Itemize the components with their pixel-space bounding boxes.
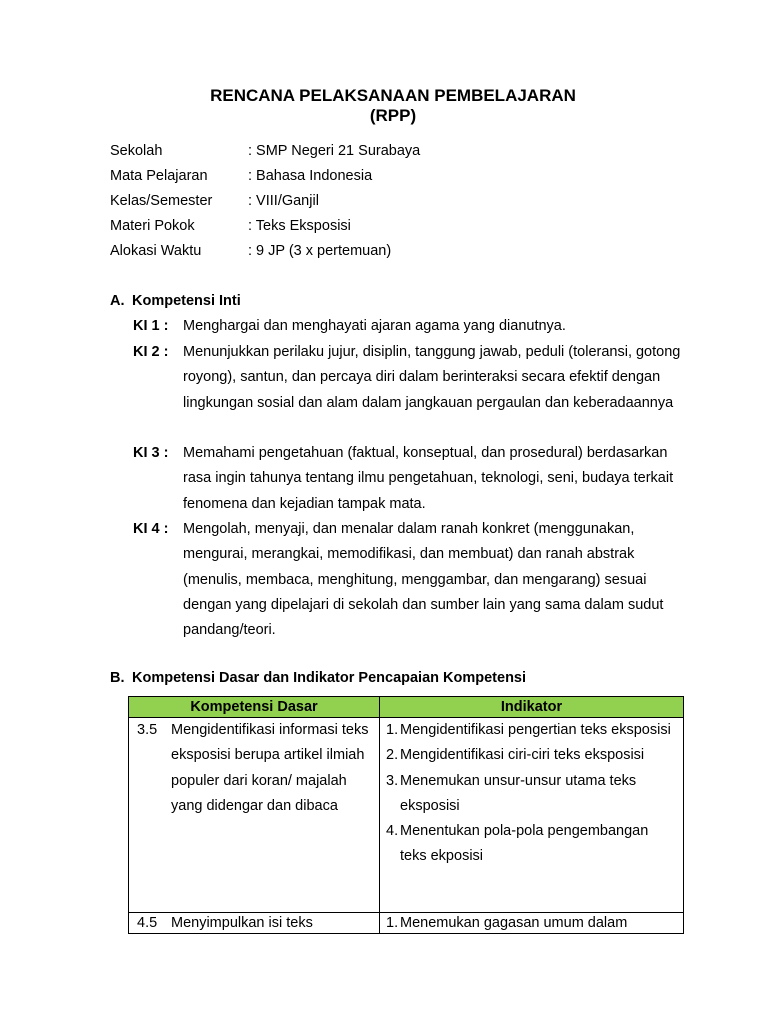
ki-text: Memahami pengetahuan (faktual, konseptual, dan prosedural) berdasarkan rasa ingin tahunya tentang ilmu pengetahuan, teknologi, seni, budaya terkait fenomena dan kejadian tampak mata. [183,445,674,512]
info-value: : Teks Eksposisi [248,218,351,234]
indicator-number: 3. [386,772,399,789]
indicator-number: 1. [386,915,399,931]
info-value: : VIII/Ganjil [248,193,319,209]
ki-label: KI 3 : [133,445,169,461]
section-a-heading [110,291,241,311]
list-item [380,743,683,768]
document-title: RENCANA PELAKSANAAN PEMBELAJARAN [210,86,576,105]
kd-text: Menyimpulkan isi teks [171,915,313,931]
ki-text: Menghargai dan menghayati ajaran agama yang dianutnya. [183,318,566,334]
info-label: Mata Pelajaran [110,168,208,184]
ki-text: Mengolah, menyaji, dan menalar dalam ranah konkret (menggunakan, mengurai, merangkai, memodifikasi, dan membuat) dan ranah abstrak (menulis, membaca, menghitung, menggambar, dan mengarang) sesuai dengan yang dipelajari di sekolah dan sumber lain yang sama dalam sudut pandang/teori. [183,521,664,639]
competency-table [128,696,684,934]
table-header-row [129,697,684,718]
info-value: : SMP Negeri 21 Surabaya [248,143,421,159]
info-label: Materi Pokok [110,218,195,234]
ki-label: KI 1 : [133,318,169,334]
indicator-text: Mengidentifikasi pengertian teks eksposisi [400,722,671,738]
info-label: Kelas/Semester [110,193,213,209]
kd-number: 4.5 [137,915,158,931]
indicator-number: 1. [386,722,399,738]
ki-label: KI 2 : [133,344,169,360]
indicator-text: Menentukan pola-pola pengembangan teks ekposisi [400,823,649,865]
indicator-text: Menemukan gagasan umum dalam [400,915,628,931]
info-value: : 9 JP (3 x pertemuan) [248,243,392,259]
kd-number: 3.5 [137,722,158,738]
indicator-cell [380,913,684,934]
list-item [380,913,683,933]
section-title: Kompetensi Inti [132,293,241,309]
info-label: Alokasi Waktu [110,243,202,259]
indicator-list [380,913,683,933]
table-header-kd: Kompetensi Dasar [129,697,380,718]
list-item [380,819,683,870]
info-value: : Bahasa Indonesia [248,168,373,184]
kd-text: Mengidentifikasi informasi teks eksposisi berupa artikel ilmiah populer dari koran/ majalah yang didengar dan dibaca [171,722,369,814]
table-header-indicator: Indikator [380,697,684,718]
table-row [129,913,684,934]
indicator-number: 2. [386,747,399,764]
indicator-list [380,718,683,876]
table-row [129,718,684,913]
section-letter: A. [110,293,125,309]
indicator-cell [380,718,684,913]
indicator-text: Menemukan unsur-unsur utama teks eksposisi [400,772,637,814]
list-item [380,718,683,743]
ki-text: Menunjukkan perilaku jujur, disiplin, tanggung jawab, peduli (toleransi, gotong royong), santun, dan percaya diri dalam berinteraksi secara efektif dengan lingkungan sosial dan alam dalam jangkauan pergaulan dan keberadaannya [183,344,681,411]
indicator-number: 4. [386,823,399,840]
section-title: Kompetensi Dasar dan Indikator Pencapaian Kompetensi [132,670,527,686]
info-label: Sekolah [110,143,163,159]
ki-label: KI 4 : [133,521,169,537]
indicator-text: Mengidentifikasi ciri-ciri teks eksposisi [400,747,645,764]
kd-cell [129,913,380,934]
list-item [380,769,683,820]
section-b-heading [110,668,526,688]
document-subtitle: (RPP) [369,106,417,125]
kd-cell [129,718,380,913]
section-letter: B. [110,670,125,686]
